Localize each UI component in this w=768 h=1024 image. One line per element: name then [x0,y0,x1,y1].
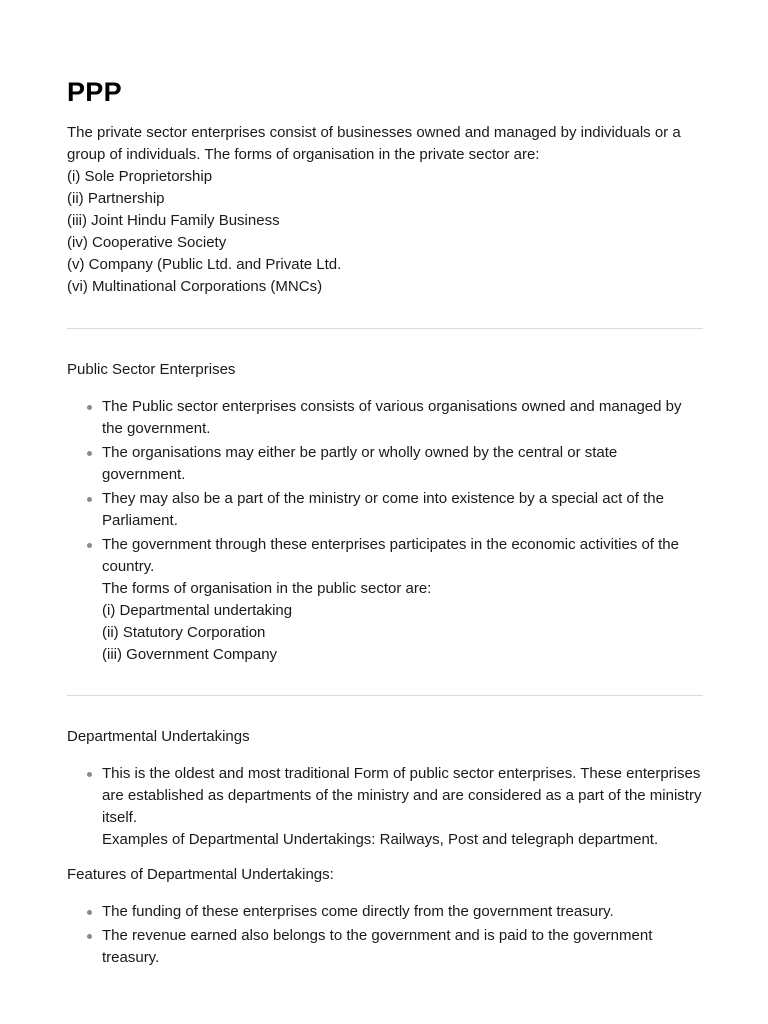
departmental-heading: Departmental Undertakings [67,728,250,745]
list-item-text: This is the oldest and most traditional Form of public sector enterprises. These enterprises are established as departments of the ministry and are considered as a part of the ministry itself. [102,765,702,826]
list-item-text: The revenue earned also belongs to the government and is paid to the government treasury. [102,927,653,966]
bullet-icon [87,910,92,915]
departmental-bullets [67,763,703,851]
bullet-icon [87,451,92,456]
list-item-text: The government through these enterprises participates in the economic activities of the country. [102,536,679,575]
bullet-icon [87,543,92,548]
public-sector-heading: Public Sector Enterprises [67,361,236,378]
section-divider [67,328,703,329]
private-form-item: (i) Sole Proprietorship [67,168,213,185]
list-item-text: The Public sector enterprises consists of various organisations owned and managed by the government. [102,398,682,437]
list-item [102,442,703,486]
list-item [102,763,703,851]
list-item [102,396,703,440]
private-form-item: (ii) Partnership [67,190,165,207]
private-form-item: (vi) Multinational Corporations (MNCs) [67,278,323,295]
private-form-item: (iii) Joint Hindu Family Business [67,212,280,229]
bullet-icon [87,934,92,939]
list-item-text: They may also be a part of the ministry or come into existence by a special act of the Parliament. [102,490,664,529]
bullet-icon [87,405,92,410]
bullet-icon [87,772,92,777]
list-item [102,925,703,969]
public-sector-bullets [67,396,703,666]
page-title: PPP [67,77,122,107]
list-item-text: The organisations may either be partly or wholly owned by the central or state government. [102,444,618,483]
features-heading: Features of Departmental Undertakings: [67,866,334,883]
list-item [102,534,703,666]
document-content [67,72,703,971]
list-item [102,488,703,532]
public-forms-intro: The forms of organisation in the public sector are: [102,580,432,597]
departmental-examples: Examples of Departmental Undertakings: Railways, Post and telegraph department. [102,831,659,848]
features-bullets [67,901,703,969]
list-item-text: The funding of these enterprises come directly from the government treasury. [102,903,614,920]
private-form-item: (iv) Cooperative Society [67,234,227,251]
private-form-item: (v) Company (Public Ltd. and Private Ltd. [67,256,342,273]
public-form-item: (ii) Statutory Corporation [102,624,266,641]
section-divider [67,695,703,696]
public-form-item: (iii) Government Company [102,646,278,663]
public-form-item: (i) Departmental undertaking [102,602,293,619]
list-item [102,901,703,923]
bullet-icon [87,497,92,502]
private-forms-list [67,166,703,298]
intro-paragraph: The private sector enterprises consist of businesses owned and managed by individuals or a group of individuals. The forms of organisation in the private sector are: [67,124,681,163]
